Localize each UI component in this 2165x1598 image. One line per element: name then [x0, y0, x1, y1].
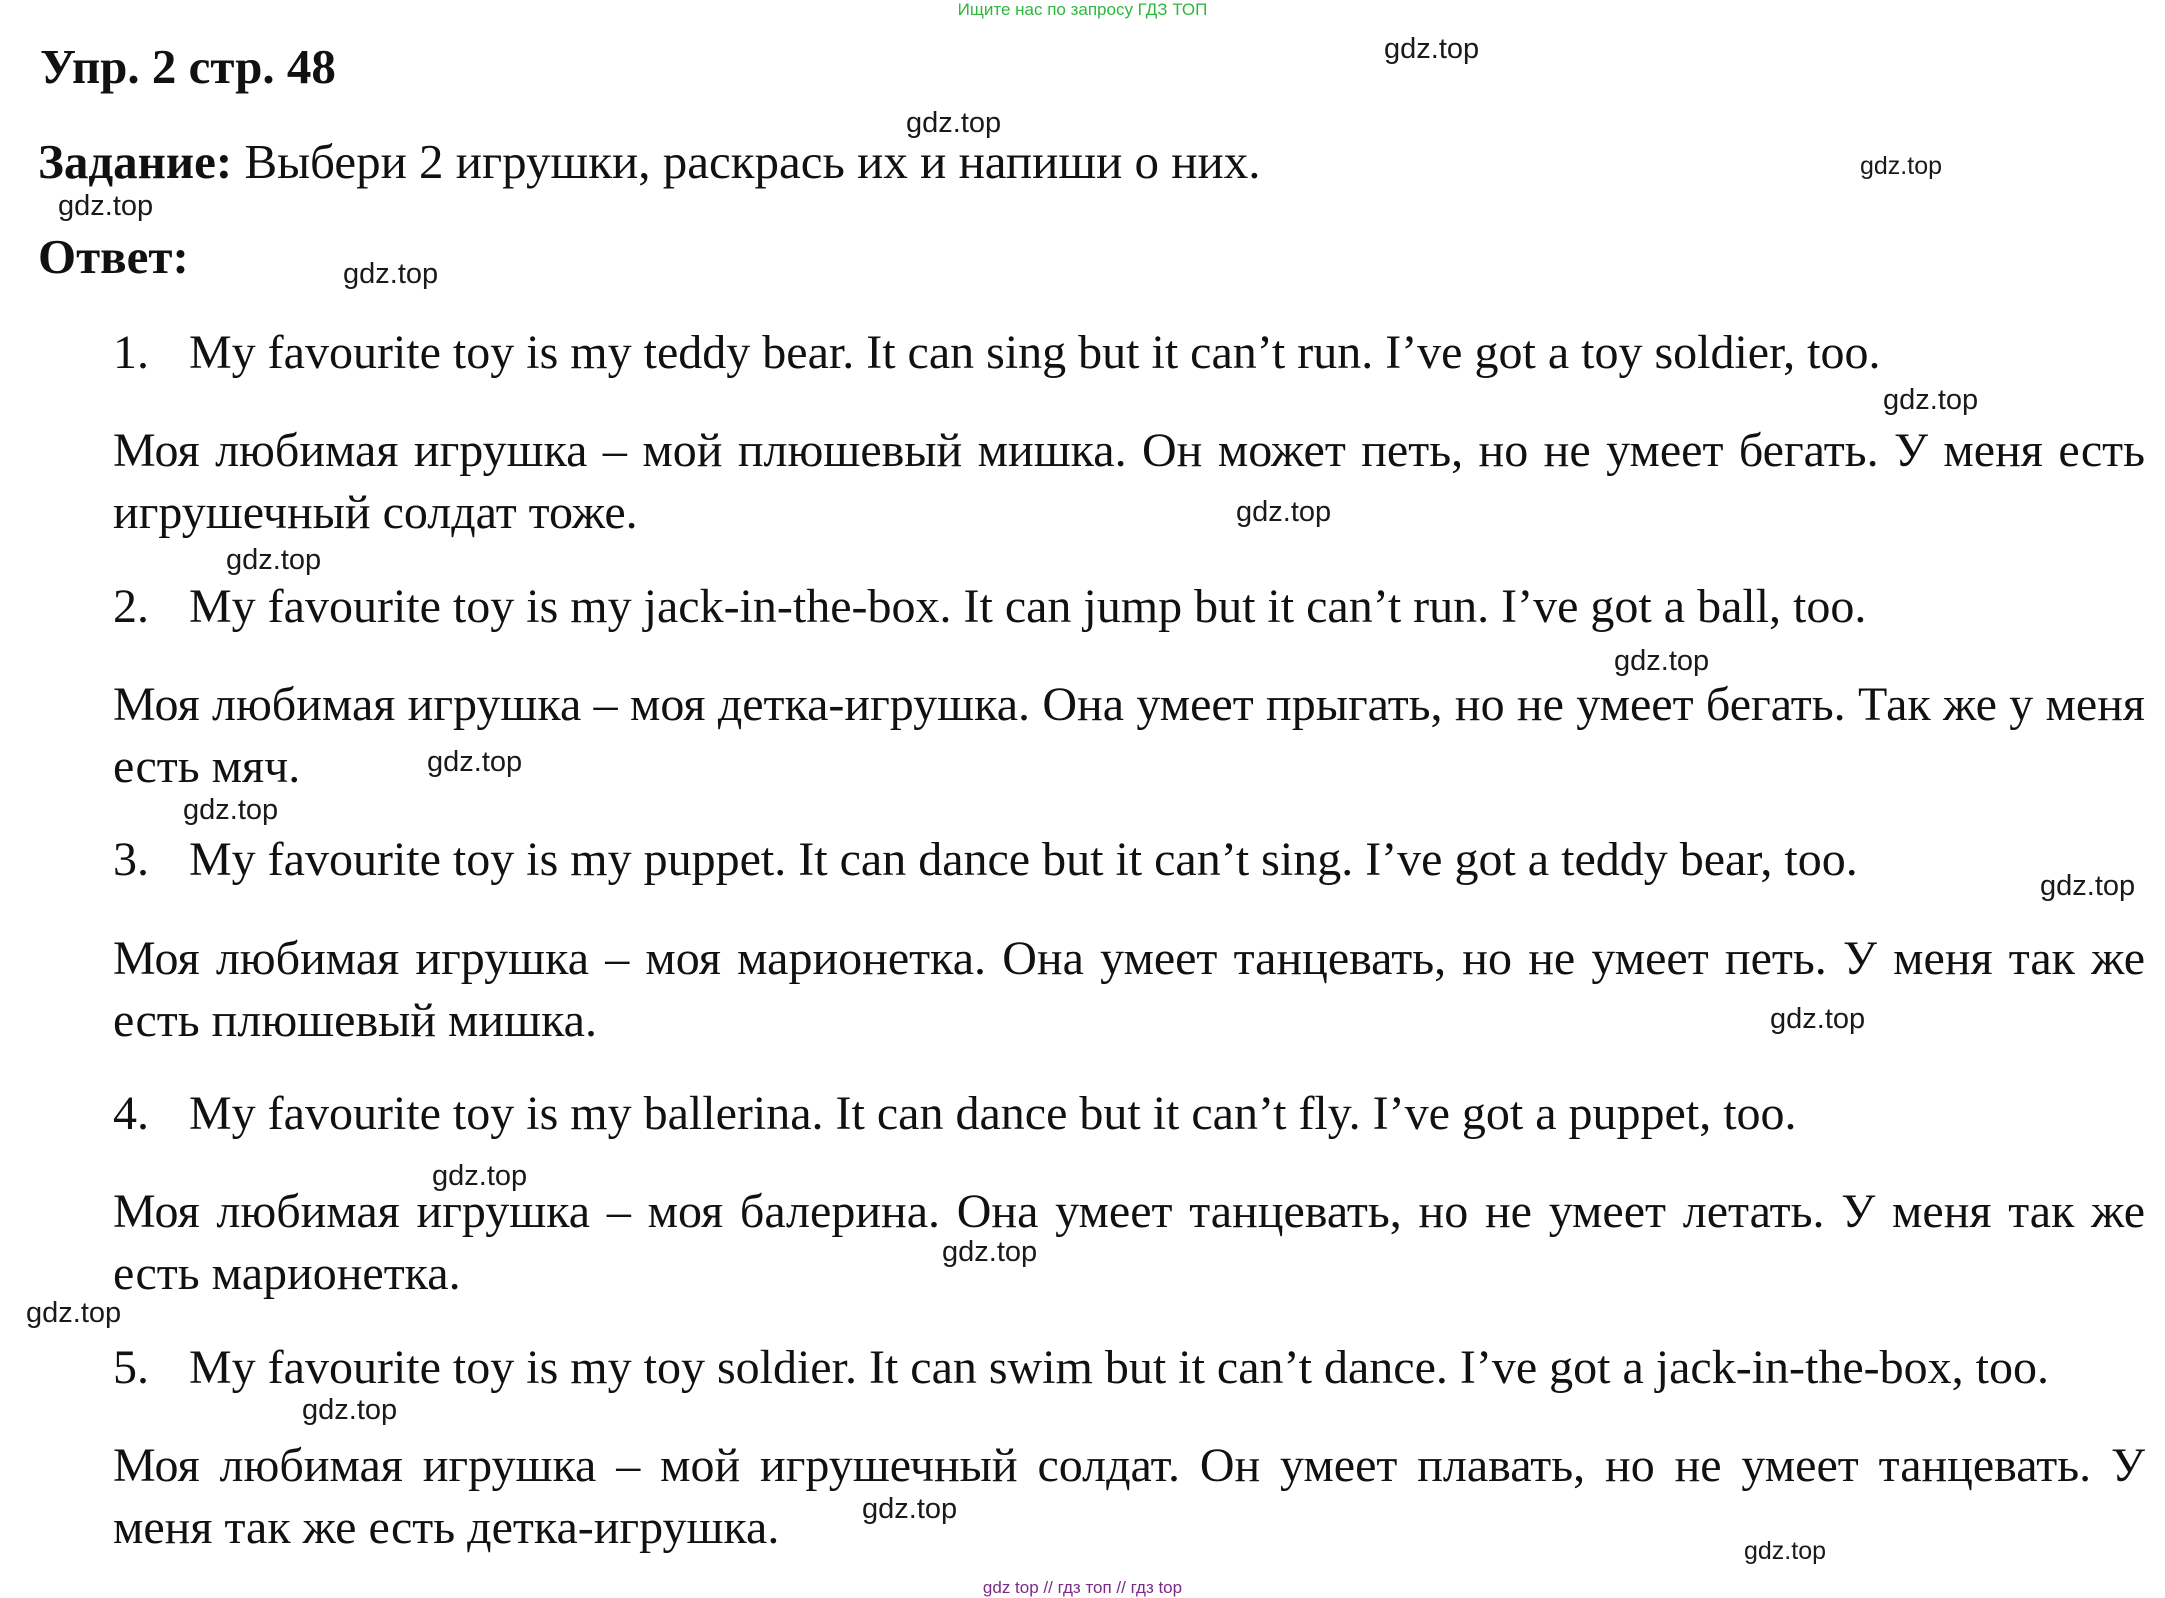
item-english-text: My favourite toy is my teddy bear. It can sing but it can’t run. I’ve got a toy soldier, too. [189, 326, 1881, 379]
footer-note: gdz top // гдз топ // гдз top [982, 1578, 1183, 1597]
answer-item-2-russian: Моя любимая игрушка – моя детка-игрушка. Она умеет прыгать, но не умеет бегать. Так же у меня есть мяч. [113, 678, 2145, 793]
item-number: 1. [113, 326, 149, 379]
watermark: gdz.top [1860, 152, 1943, 180]
item-number: 5. [113, 1341, 149, 1394]
answer-label: Ответ: [38, 229, 189, 284]
item-number: 3. [113, 833, 149, 886]
page-title: Упр. 2 стр. 48 [40, 39, 336, 94]
answer-item-4-russian: Моя любимая игрушка – моя балерина. Она умеет танцевать, но не умеет летать. У меня так же есть марионетка. [113, 1185, 2145, 1300]
watermark: gdz.top [58, 190, 154, 222]
answer-item-3-russian: Моя любимая игрушка – моя марионетка. Она умеет танцевать, но не умеет петь. У меня так же есть плюшевый мишка. [113, 932, 2145, 1047]
watermark: gdz.top [862, 1493, 958, 1525]
item-english-text: My favourite toy is my puppet. It can dance but it can’t sing. I’ve got a teddy bear, too. [189, 833, 1858, 886]
task-text: Выбери 2 игрушки, раскрась их и напиши о них. [232, 134, 1261, 189]
watermark: gdz.top [1236, 496, 1332, 528]
watermark: gdz.top [26, 1297, 122, 1329]
top-search-note: Ищите нас по запросу ГДЗ ТОП [957, 0, 1208, 19]
watermark: gdz.top [343, 258, 439, 290]
watermark: gdz.top [1614, 645, 1710, 677]
watermark: gdz.top [942, 1236, 1038, 1268]
answer-item-1-english [113, 325, 1881, 380]
answer-item-5-english [113, 1340, 2049, 1395]
watermark: gdz.top [1883, 384, 1979, 416]
item-number: 4. [113, 1087, 149, 1140]
watermark: gdz.top [427, 746, 523, 778]
watermark: gdz.top [906, 107, 1002, 139]
item-english-text: My favourite toy is my jack-in-the-box. It can jump but it can’t run. I’ve got a ball, too. [189, 580, 1867, 633]
item-number: 2. [113, 580, 149, 633]
watermark: gdz.top [1384, 33, 1480, 65]
item-english-text: My favourite toy is my toy soldier. It can swim but it can’t dance. I’ve got a jack-in-the-box, too. [189, 1341, 2049, 1394]
answer-item-2-english [113, 579, 1866, 634]
watermark: gdz.top [432, 1160, 528, 1192]
watermark: gdz.top [183, 794, 279, 826]
answer-item-3-english [113, 832, 1858, 887]
watermark: gdz.top [2040, 870, 2136, 902]
task-label: Задание: [38, 134, 233, 189]
task-line [38, 133, 1261, 190]
item-english-text: My favourite toy is my ballerina. It can dance but it can’t fly. I’ve got a puppet, too. [189, 1087, 1797, 1140]
watermark: gdz.top [302, 1394, 398, 1426]
watermark: gdz.top [226, 544, 322, 576]
answer-item-5-russian: Моя любимая игрушка – мой игрушечный солдат. Он умеет плавать, но не умеет танцевать. У меня так же есть детка-игрушка. [113, 1439, 2145, 1554]
answer-item-1-russian: Моя любимая игрушка – мой плюшевый мишка. Он может петь, но не умеет бегать. У меня есть игрушечный солдат тоже. [113, 424, 2145, 539]
watermark: gdz.top [1744, 1537, 1827, 1565]
answer-item-4-english [113, 1086, 1797, 1141]
watermark: gdz.top [1770, 1003, 1866, 1035]
